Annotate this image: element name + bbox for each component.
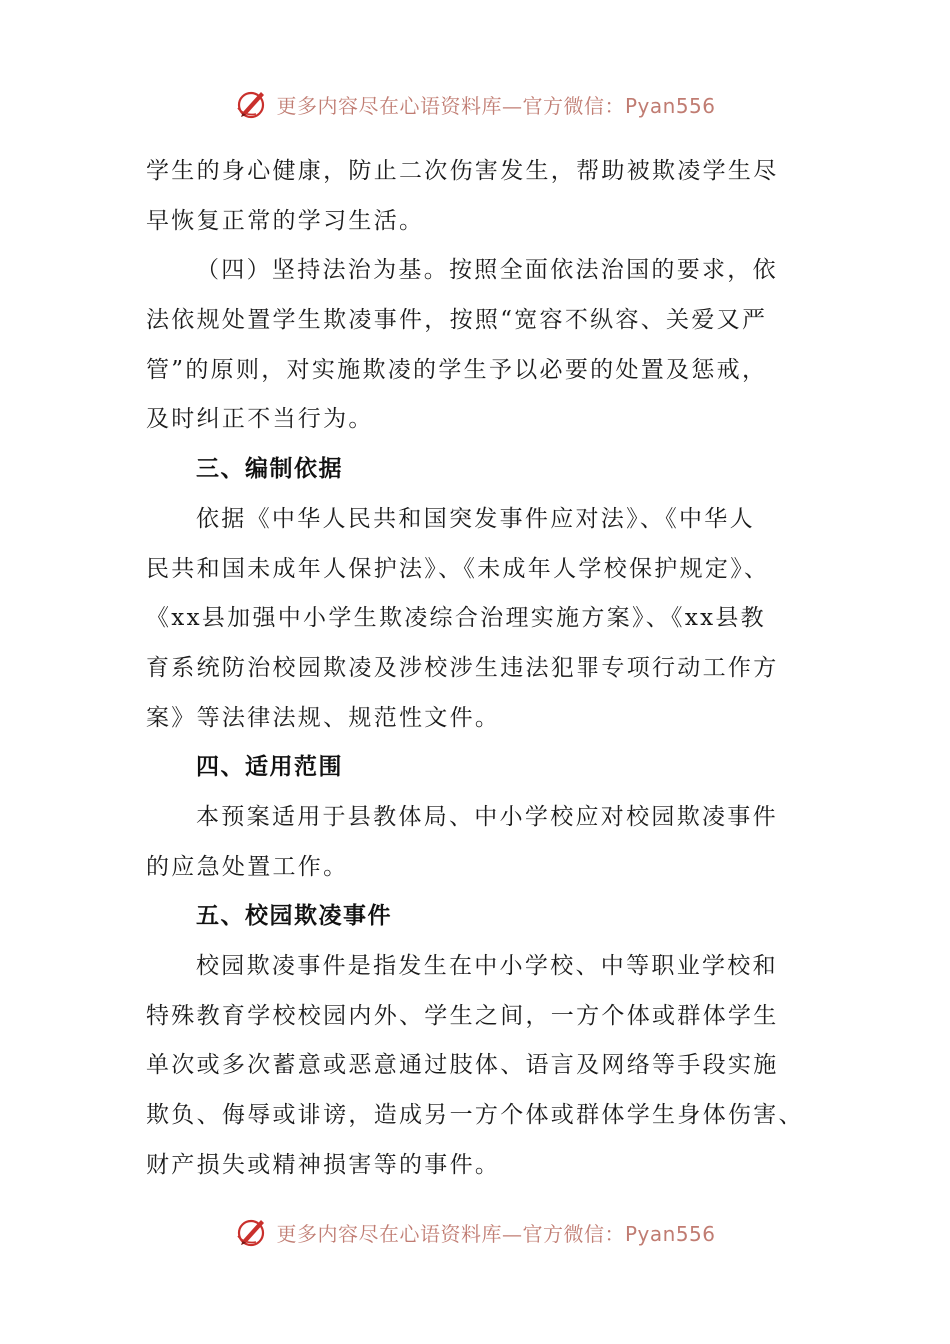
watermark-wechat-id: Pyan556 (624, 1221, 716, 1246)
paragraph-line: 欺负、侮辱或诽谤，造成另一方个体或群体学生身体伤害、 (146, 1102, 804, 1129)
paragraph-line: 育系统防治校园欺凌及涉校涉生违法犯罪专项行动工作方 (146, 654, 779, 681)
paragraph-line: 校园欺凌事件是指发生在中小学校、中等职业学校和 (196, 953, 778, 979)
paragraph-line: （四）坚持法治为基。按照全面依法治国的要求，依 (196, 257, 778, 284)
paragraph-line: 依据《中华人民共和国突发事件应对法》、《中华人 (196, 505, 755, 532)
paragraph-line: 管”的原则，对实施欺凌的学生予以必要的处置及惩戒， (146, 356, 768, 383)
paragraph-line: 案》等法律法规、规范性文件。 (146, 704, 501, 731)
paragraph-line: 《xx县加强中小学生欺凌综合治理实施方案》、《xx县教 (146, 605, 766, 632)
paragraph-line: 特殊教育学校校园内外、学生之间，一方个体或群体学生 (146, 1002, 779, 1029)
footer-watermark (0, 1212, 950, 1252)
section-heading-scope: 四、适用范围 (196, 754, 343, 781)
pen-logo-icon (234, 86, 270, 122)
paragraph-line: 学生的身心健康，防止二次伤害发生，帮助被欺凌学生尽 (146, 158, 779, 184)
watermark-wechat-id: Pyan556 (624, 93, 716, 118)
paragraph-line: 的应急处置工作。 (146, 853, 349, 880)
pen-logo-icon (234, 1214, 270, 1250)
paragraph-line: 本预案适用于县教体局、中小学校应对校园欺凌事件 (196, 803, 778, 830)
paragraph-line: 及时纠正不当行为。 (146, 406, 374, 433)
paragraph-line: 单次或多次蓄意或恶意通过肢体、语言及网络等手段实施 (146, 1052, 779, 1079)
section-heading-basis: 三、编制依据 (196, 456, 343, 483)
header-watermark (0, 84, 950, 124)
paragraph-line: 法依规处置学生欺凌事件，按照“宽容不纵容、关爱又严 (146, 307, 768, 334)
paragraph-line: 民共和国未成年人保护法》、《未成年人学校保护规定》、 (146, 555, 770, 582)
section-heading-bullying-event: 五、校园欺凌事件 (196, 903, 392, 930)
document-body (146, 147, 806, 1190)
paragraph-line: 早恢复正常的学习生活。 (146, 207, 425, 234)
watermark-text: 更多内容尽在心语资料库—官方微信：Pyan556 (276, 93, 716, 118)
paragraph-line: 财产损失或精神损害等的事件。 (146, 1151, 501, 1178)
watermark-text: 更多内容尽在心语资料库—官方微信：Pyan556 (276, 1221, 716, 1246)
